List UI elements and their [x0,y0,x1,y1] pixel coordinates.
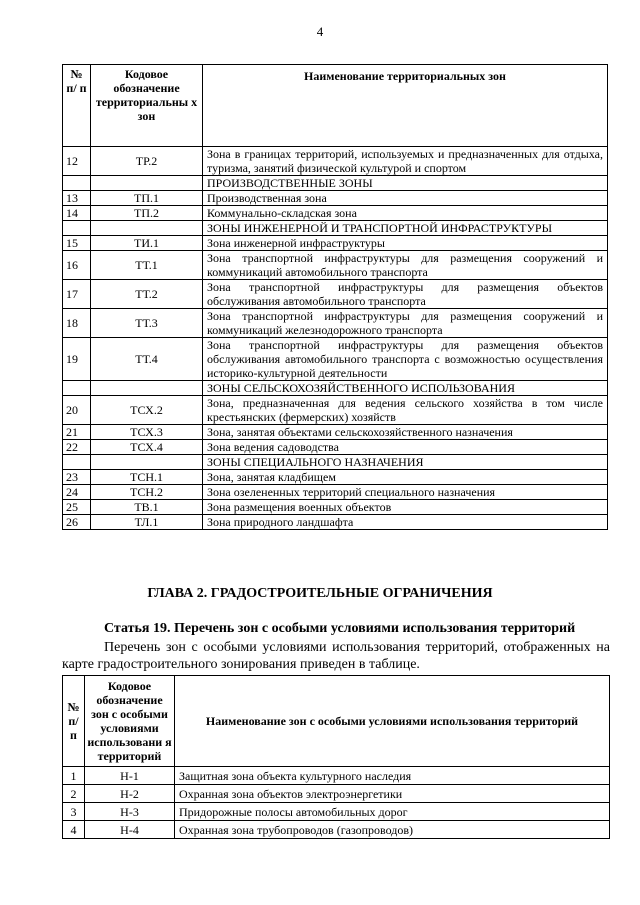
table-row [63,206,608,221]
row-number: 19 [63,338,91,381]
table-row [63,500,608,515]
zone-code: ТСХ.2 [91,396,203,425]
row-number: 3 [63,803,85,821]
section-empty-cell [63,381,91,396]
row-number: 17 [63,280,91,309]
section-row [63,221,608,236]
zone-name: Охранная зона трубопроводов (газопроводов) [175,821,610,839]
row-number: 15 [63,236,91,251]
header-zone-name: Наименование территориальных зон [203,65,608,147]
article-title: Статья 19. Перечень зон с особыми условиями использования территорий [104,621,576,636]
row-number: 1 [63,767,85,785]
page-number: 4 [316,24,324,39]
zone-code: ТВ.1 [91,500,203,515]
section-row [63,381,608,396]
section-empty-cell [91,455,203,470]
zone-code: Н-1 [85,767,175,785]
zone-name: Зона транспортной инфраструктуры для размещения объектов обслуживания автомобильного транспорта с возможностью осуществления историко-культурной деятельности [203,338,608,381]
zone-code: ТТ.1 [91,251,203,280]
row-number: 24 [63,485,91,500]
zone-code: ТП.1 [91,191,203,206]
section-row [63,176,608,191]
zone-name: Зона, предназначенная для ведения сельского хозяйства в том числе крестьянских (фермерских) хозяйств [203,396,608,425]
zone-name: Коммунально-складская зона [203,206,608,221]
section-heading: ЗОНЫ СЕЛЬСКОХОЗЯЙСТВЕННОГО ИСПОЛЬЗОВАНИЯ [203,381,608,396]
table-header-row [63,65,608,147]
zone-name: Зона инженерной инфраструктуры [203,236,608,251]
zone-name: Зона транспортной инфраструктуры для размещения сооружений и коммуникаций железнодорожного транспорта [203,309,608,338]
table-row [63,821,610,839]
row-number: 2 [63,785,85,803]
body-paragraph: Перечень зон с особыми условиями использования территорий, отображенных на карте градостроительного зонирования приведен в таблице. [62,640,610,672]
header-number: № п/п [63,676,85,767]
zone-name: Производственная зона [203,191,608,206]
special-zones-table [62,675,610,839]
table-row [63,425,608,440]
table-row [63,236,608,251]
row-number: 14 [63,206,91,221]
row-number: 21 [63,425,91,440]
zone-code: ТТ.2 [91,280,203,309]
row-number: 26 [63,515,91,530]
zone-name: Зона транспортной инфраструктуры для размещения объектов обслуживания автомобильного транспорта [203,280,608,309]
header-zone-name: Наименование зон с особыми условиями использования территорий [175,676,610,767]
section-heading: ЗОНЫ СПЕЦИАЛЬНОГО НАЗНАЧЕНИЯ [203,455,608,470]
section-empty-cell [63,221,91,236]
table-row [63,485,608,500]
territorial-zones-table [62,64,608,530]
table-row [63,396,608,425]
header-number: № п/ п [63,65,91,147]
zone-name: Зона, занятая объектами сельскохозяйственного назначения [203,425,608,440]
zone-code: ТТ.4 [91,338,203,381]
zone-name: Зона, занятая кладбищем [203,470,608,485]
row-number: 22 [63,440,91,455]
row-number: 25 [63,500,91,515]
row-number: 18 [63,309,91,338]
table-row [63,191,608,206]
table-row [63,515,608,530]
header-code: Кодовое обозначение зон с особыми условиями использовани я территорий [85,676,175,767]
zone-code: ТР.2 [91,147,203,176]
zone-code: ТП.2 [91,206,203,221]
row-number: 4 [63,821,85,839]
table-row [63,338,608,381]
section-heading: ЗОНЫ ИНЖЕНЕРНОЙ И ТРАНСПОРТНОЙ ИНФРАСТРУКТУРЫ [203,221,608,236]
zone-name: Охранная зона объектов электроэнергетики [175,785,610,803]
zone-name: Зона транспортной инфраструктуры для размещения сооружений и коммуникаций автомобильного транспорта [203,251,608,280]
table-row [63,251,608,280]
table-row [63,785,610,803]
zone-code: Н-3 [85,803,175,821]
zone-name: Зона в границах территорий, используемых и предназначенных для отдыха, туризма, занятий физической культурой и спортом [203,147,608,176]
section-empty-cell [91,176,203,191]
section-heading: ПРОИЗВОДСТВЕННЫЕ ЗОНЫ [203,176,608,191]
table-row [63,803,610,821]
zone-code: ТСН.1 [91,470,203,485]
row-number: 20 [63,396,91,425]
row-number: 13 [63,191,91,206]
zone-code: ТЛ.1 [91,515,203,530]
zone-code: ТТ.3 [91,309,203,338]
section-row [63,455,608,470]
zone-name: Зона размещения военных объектов [203,500,608,515]
section-empty-cell [63,176,91,191]
row-number: 16 [63,251,91,280]
table-row [63,767,610,785]
zone-code: ТИ.1 [91,236,203,251]
zone-name: Зона природного ландшафта [203,515,608,530]
row-number: 12 [63,147,91,176]
section-empty-cell [91,381,203,396]
table-row [63,309,608,338]
table-row [63,470,608,485]
zone-code: ТСХ.3 [91,425,203,440]
table-header-row [63,676,610,767]
table-row [63,147,608,176]
section-empty-cell [91,221,203,236]
zone-code: ТСХ.4 [91,440,203,455]
row-number: 23 [63,470,91,485]
zone-name: Зона озелененных территорий специального назначения [203,485,608,500]
table-row [63,280,608,309]
zone-name: Зона ведения садоводства [203,440,608,455]
header-code: Кодовое обозначение территориальны х зон [91,65,203,147]
zone-name: Придорожные полосы автомобильных дорог [175,803,610,821]
zone-code: ТСН.2 [91,485,203,500]
section-empty-cell [63,455,91,470]
zone-code: Н-4 [85,821,175,839]
zone-code: Н-2 [85,785,175,803]
table-row [63,440,608,455]
zone-name: Защитная зона объекта культурного наследия [175,767,610,785]
chapter-title: ГЛАВА 2. ГРАДОСТРОИТЕЛЬНЫЕ ОГРАНИЧЕНИЯ [147,586,493,601]
